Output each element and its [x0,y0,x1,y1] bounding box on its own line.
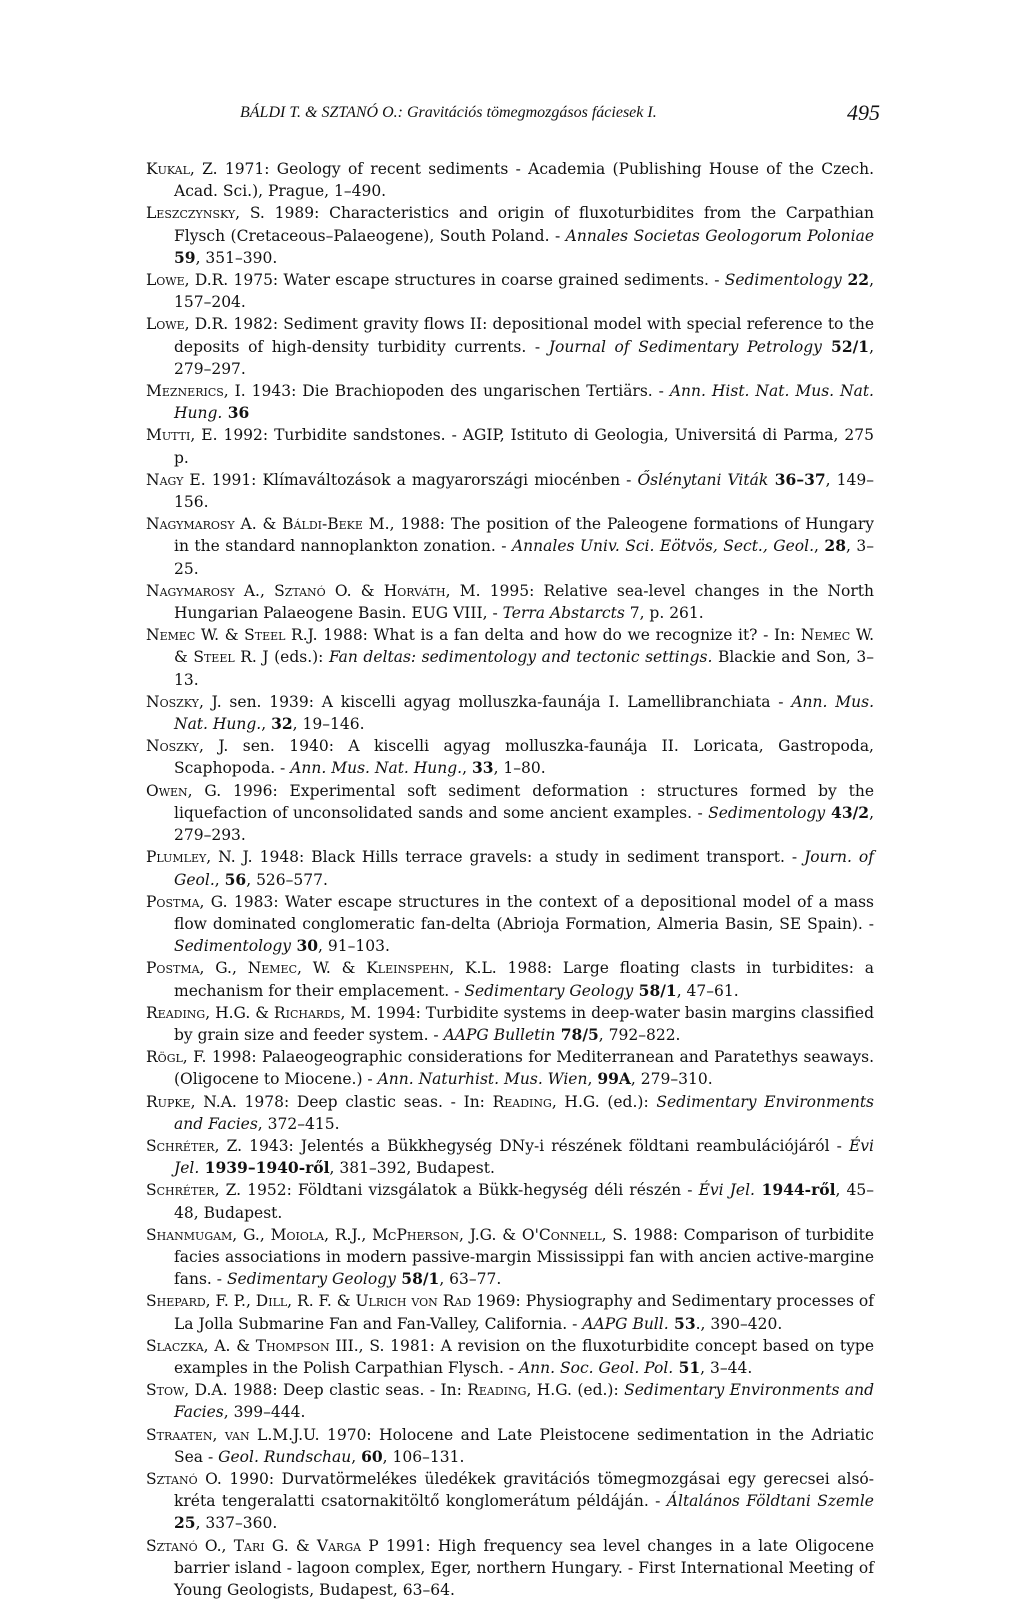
reference-author: Rupke, N.A. [146,1092,237,1111]
reference-source: Sedimentary Environments and Facies [174,1092,875,1133]
reference-source: Ann. Soc. Geol. Pol. [518,1358,674,1377]
reference-text: 1989: Characteristics and origin of fluxoturbidites from the Carpathian Flysch (Cretaceous–Palaeogene), South Poland. - [174,204,874,245]
reference-volume: 36 [222,403,250,423]
reference-source: Sedimentary Geology [226,1270,396,1289]
reference-text: , 372–415. [257,1114,340,1133]
reference-entry [146,1535,874,1601]
reference-source: Sedimentary Geology [464,981,634,1000]
reference-source: Ann. Hist. Nat. Mus. Nat. Hung. [174,382,874,423]
reference-text: , 45–48, Budapest. [174,1181,875,1222]
reference-volume: 36–37 [768,469,826,489]
reference-text: , 1988: The position of the Paleogene formations of Hungary in the standard nannoplankton zonation. - [174,515,874,556]
reference-text: , 149–156. [174,470,874,512]
reference-entry [146,424,874,468]
reference-author: Stow, D.A. [146,1381,228,1400]
reference-entry [146,469,874,513]
reference-volume: 99A [597,1069,631,1089]
reference-author: Schréter, Z. [146,1136,243,1155]
reference-volume: 59 [174,247,196,267]
reference-volume: 25 [174,1513,196,1533]
reference-author: Lowe, D.R. [146,315,229,334]
reference-text: , 337–360. [195,1514,278,1533]
reference-author: Postma, G., Nemec, W. & Kleinspehn, K.L. [146,959,497,978]
reference-entry [146,158,874,202]
reference-text: , 279–297. [174,337,874,378]
reference-text: , 91–103. [318,937,390,956]
reference-text: , 63–77. [439,1270,502,1289]
reference-author: Nagy E. [146,470,206,489]
running-head [240,100,880,130]
reference-volume: 53 [668,1313,696,1333]
reference-entry [146,269,874,313]
reference-author: Owen, G. [146,781,222,800]
reference-source: Évi Jel. [174,1136,874,1178]
reference-text: 1948: Black Hills terrace gravels: a study in sediment transport. - [252,848,805,867]
reference-source: Journal of Sedimentary Petrology [548,337,822,356]
reference-text: , 792–822. [598,1025,681,1044]
reference-text: (ed.): [599,1092,657,1111]
reference-source: AAPG Bulletin [443,1025,556,1044]
reference-volume: 28 [824,536,846,556]
reference-text: , 279–293. [174,803,874,845]
reference-entry [146,735,874,779]
reference-text: 1983: Water escape structures in the context of a depositional model of a mass flow dominated conglomeratic fan-delta (Abrioja Formation, Almeria Basin, SE Spain). - [174,892,874,933]
reference-author: Nemec W. & Steel R.J. [146,626,318,645]
reference-entry [146,1468,874,1535]
reference-source: Annales Societas Geologorum Poloniae [565,226,874,245]
reference-text: 1975: Water escape structures in coarse grained sediments. - [228,271,725,290]
reference-volume: 51 [673,1357,701,1377]
reference-author: Reading, H.G. & Richards, M. [146,1003,372,1022]
reference-text: 1998: Palaeogeographic considerations for Mediterranean and Paratethys seaways. (Oligocene to Miocene.) - [174,1048,875,1089]
reference-author: Nagymarosy A. & Báldi-Beke M. [146,515,390,534]
reference-source: Sedimentology [174,937,292,956]
reference-entry [146,780,874,847]
reference-volume: 33 [471,758,494,778]
reference-text: , 279–310. [630,1070,713,1089]
reference-author: Slaczka, A. & Thompson III., S. [146,1336,385,1355]
reference-text: 1943: Die Brachiopoden des ungarischen Tertiärs. - [245,382,670,401]
reference-entry [146,513,874,580]
reference-author: Postma, G. [146,892,228,911]
reference-source: Geol. Rundschau [218,1447,352,1466]
reference-text: , [214,870,225,889]
reference-text: 7, p. 261. [624,604,704,623]
reference-text: 1992: Turbidite sandstones. - AGIP, Istituto di Geologia, Universitá di Parma, 275 p. [174,426,874,467]
reference-text: 1988: Deep clastic seas. - In: [227,1381,468,1400]
reference-text: 1969: Physiography and Sedimentary processes of La Jolla Submarine Fan and Fan-Valley, California. - [174,1292,874,1333]
reference-text: 1971: Geology of recent sediments - Academia (Publishing House of the Czech. Acad. Sci.), Prague, 1–490. [174,160,875,201]
reference-author: Kukal, Z. [146,160,218,178]
reference-entry [146,1135,874,1179]
reference-source: Évi Jel. [698,1181,755,1200]
reference-text: (ed.): [571,1381,625,1400]
reference-text: 1978: Deep clastic seas. - In: [236,1092,493,1111]
reference-entry [146,891,874,958]
reference-author: Schréter, Z. [146,1181,242,1200]
reference-text: 1990: Durvatörmelékes üledékek gravitációs tömegmozgásai egy gerecsei alsó-kréta tengeralatti csatornakitöltő konglomerátum példáján. - [174,1469,874,1511]
reference-author: Noszky, J. [146,737,229,756]
reference-text: 1988: Large floating clasts in turbidites: a mechanism for their emplacement. - [174,959,874,1000]
reference-text: , 526–577. [246,870,328,889]
reference-author: Nagymarosy A., Sztanó O. & Horváth, M. [146,581,481,600]
reference-text: Blackie and Son, 3–13. [174,648,874,689]
reference-entry [146,1335,874,1379]
reference-entry [146,1224,874,1291]
reference-source: Ann. Mus. Nat. Hung. [174,692,874,734]
reference-source: Terra Abstarcts [502,604,625,623]
reference-text: , 1–80. [493,759,546,778]
reference-author: Noszky, J. [146,692,222,711]
reference-volume: 52/1 [821,336,870,356]
reference-text: , [261,715,272,734]
reference-text: (eds.): [268,648,329,667]
reference-text: , 47–61. [676,981,739,1000]
reference-text: ., 390–420. [695,1314,783,1333]
reference-text: 1981: A revision on the fluxoturbidite concept based on type examples in the Polish Carpathian Flysch. - [174,1336,874,1377]
reference-text: 1996: Experimental soft sediment deformation : structures formed by the liquefaction of unconsolidated sands and some ancient examples. - [174,781,874,822]
reference-entry [146,1002,874,1046]
reference-volume: 78/5 [555,1024,599,1044]
reference-text: 1952: Földtani vizsgálatok a Bükk-hegység déli részén - [241,1181,699,1200]
reference-text: 1994: Turbidite systems in deep-water basin margins classified by grain size and feeder system. - [174,1003,875,1044]
reference-volume: 32 [271,714,293,734]
reference-text: , [351,1447,362,1466]
reference-author: Lowe, D.R. [146,271,229,290]
reference-volume: 30 [291,936,319,956]
reference-volume: 58/1 [633,980,677,1000]
reference-volume: 1944-ről [754,1180,836,1200]
reference-text: , 399–444. [223,1403,306,1422]
reference-author: Mutti, E. [146,426,218,445]
reference-source: Sedimentology [724,271,842,290]
reference-author: Reading, H.G. [492,1092,600,1111]
reference-author: Meznerics, I. [146,382,246,401]
reference-text: , 3–25. [174,537,875,578]
reference-text: , 106–131. [382,1447,465,1466]
reference-volume: 60 [361,1446,383,1466]
reference-author: Plumley, N. J. [146,848,253,867]
reference-source: Ann. Mus. Nat. Hung. [290,759,463,778]
reference-text: , 19–146. [292,715,365,734]
reference-source: Sedimentary Environments and Facies [174,1381,874,1422]
reference-author: Shepard, F. P., Dill, R. F. & Ulrich von Rad [146,1292,472,1311]
reference-volume: 22 [841,270,870,290]
reference-volume: 1939–1940-ről [199,1158,330,1178]
reference-source: Ann. Naturhist. Mus. Wien [377,1070,588,1089]
reference-source: Általános Földtani Szemle [666,1492,874,1511]
reference-list [146,158,874,1601]
reference-volume: 43/2 [825,802,870,822]
reference-source: AAPG Bull. [582,1314,669,1333]
reference-author: Leszczynsky, S. [146,204,265,223]
reference-entry [146,202,874,269]
reference-entry [146,1290,874,1334]
reference-text: , 3–44. [700,1358,753,1377]
reference-source: Fan deltas: sedimentology and tectonic settings. [328,648,713,667]
reference-text: 1982: Sediment gravity flows II: depositional model with special reference to the deposits of high-density turbidity currents. - [174,315,874,356]
reference-entry [146,1379,874,1423]
reference-volume: 56 [224,869,247,889]
reference-source: Sedimentology [708,803,826,822]
reference-author: Shanmugam, G., Moiola, R.J., McPherson, J.G. & O'Connell, S. [146,1225,628,1244]
reference-entry [146,1179,874,1223]
reference-entry [146,1424,874,1468]
reference-text: 1991: High frequency sea level changes in a late Oligocene barrier island - lagoon complex, Eger, northern Hungary. - First International Meeting of Young Geologists, Budapest, 63–64. [174,1536,875,1599]
reference-text: 1991: Klímaváltozások a magyarországi miocénben - [205,470,638,489]
reference-source: Őslénytani Viták [637,470,769,489]
reference-text: sen. 1940: A kiscelli agyag molluszka-faunája II. Loricata, Gastropoda, Scaphopoda. - [174,737,874,778]
reference-entry [146,1046,874,1090]
reference-author: Reading, H.G. [467,1381,572,1400]
reference-text: , 351–390. [195,248,278,267]
reference-author: Nemec W. & Steel R. J [174,626,874,667]
reference-text: 1988: Comparison of turbidite facies associations in modern passive-margin Mississippi fan with ancien active-margine fans. - [174,1225,874,1289]
reference-author: Rögl, F. [146,1048,207,1067]
reference-author: Sztanó O., Tari G. & Varga P [146,1536,379,1555]
reference-source: Journ. of Geol. [174,848,874,889]
reference-text: 1995: Relative sea-level changes in the North Hungarian Palaeogene Basin. EUG VIII, - [174,581,874,623]
running-title: BÁLDI T. & SZTANÓ O.: Gravitációs tömegmozgásos fáciesek I. [240,104,657,121]
reference-entry [146,846,874,890]
reference-entry [146,691,874,735]
reference-author: Straaten, van L.M.J.U. [146,1425,320,1444]
page-number: 495 [847,100,880,125]
reference-text: , [462,759,472,778]
reference-text: 1943: Jelentés a Bükkhegység DNy-i részének földtani reambulációjáról - [242,1136,849,1155]
reference-entry [146,1091,874,1135]
reference-text: 1970: Holocene and Late Pleistocene sedimentation in the Adriatic Sea - [174,1425,874,1466]
reference-source: Annales Univ. Sci. Eötvös, Sect., Geol. [511,537,815,556]
reference-entry [146,624,874,691]
reference-text: 1988: What is a fan delta and how do we recognize it? - In: [317,626,801,645]
reference-text: , 157–204. [174,271,875,312]
reference-volume: 58/1 [395,1269,440,1289]
reference-text: , 381–392, Budapest. [329,1159,495,1178]
reference-author: Sztanó O. [146,1469,222,1488]
reference-text: , [814,537,825,556]
reference-text: sen. 1939: A kiscelli agyag molluszka-faunája I. Lamellibranchiata - [221,692,792,711]
reference-entry [146,313,874,380]
reference-entry [146,580,874,624]
reference-text: , [587,1070,598,1089]
reference-entry [146,380,874,424]
reference-entry [146,957,874,1001]
